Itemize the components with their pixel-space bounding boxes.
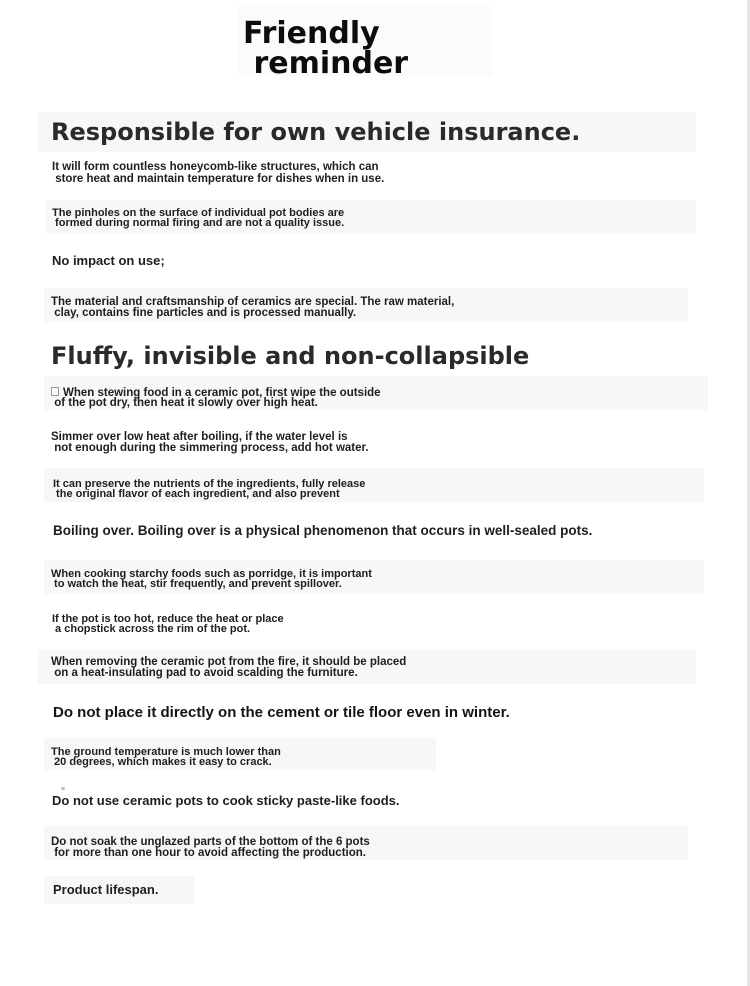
paragraph-simmer-line-2: not enough during the simmering process, add hot water.: [51, 442, 369, 454]
page-title: [243, 16, 409, 81]
paragraph-removing-line-1: When removing the ceramic pot from the fire, it should be placed: [51, 656, 407, 668]
paragraph-honeycomb-line-1: It will form countless honeycomb-like structures, which can: [52, 161, 379, 173]
paragraph-pinholes-line-1: The pinholes on the surface of individual pot bodies are: [52, 207, 345, 219]
paragraph-sticky-foods: Do not use ceramic pots to cook sticky paste-like foods.: [52, 793, 400, 808]
paragraph-product-lifespan: Product lifespan.: [53, 882, 159, 897]
paragraph-stewing-line-2: of the pot dry, then heat it slowly over high heat.: [51, 397, 318, 409]
paragraph-too-hot-line-2: a chopstick across the rim of the pot.: [52, 623, 251, 635]
paragraph-boiling-over: Boiling over. Boiling over is a physical phenomenon that occurs in well-sealed pots.: [53, 523, 593, 538]
title-line-2: reminder: [243, 46, 409, 81]
paragraph-material-line-1: The material and craftsmanship of ceramics are special. The raw material,: [51, 296, 455, 308]
paragraph-nutrients-line-2: the original flavor of each ingredient, and also prevent: [53, 488, 340, 500]
paragraph-starchy-line-1: When cooking starchy foods such as porridge, it is important: [51, 568, 372, 580]
paragraph-pinholes-line-2: formed during normal firing and are not a quality issue.: [52, 217, 345, 229]
paragraph-nutrients-line-1: It can preserve the nutrients of the ingredients, fully release: [53, 478, 366, 490]
paragraph-cement-floor: Do not place it directly on the cement or tile floor even in winter.: [53, 704, 510, 721]
paragraph-material-line-2: clay, contains fine particles and is processed manually.: [51, 307, 357, 319]
paragraph-ground-temp-line-2: 20 degrees, which makes it easy to crack.: [51, 756, 272, 768]
paragraph-soak-line-1: Do not soak the unglazed parts of the bottom of the 6 pots: [51, 836, 370, 848]
title-line-1: Friendly: [243, 16, 380, 51]
paragraph-no-impact: No impact on use;: [52, 253, 165, 268]
paragraph-too-hot-line-1: If the pot is too hot, reduce the heat or place: [52, 613, 284, 625]
paragraph-stewing-text-1: When stewing food in a ceramic pot, first wipe the outside: [63, 387, 381, 399]
box-glyph-icon: [51, 387, 59, 396]
speck-mark: [61, 787, 65, 790]
paragraph-soak-line-2: for more than one hour to avoid affecting the production.: [51, 847, 366, 859]
paragraph-starchy-line-2: to watch the heat, stir frequently, and prevent spillover.: [51, 578, 342, 590]
section-heading-insurance: Responsible for own vehicle insurance.: [51, 118, 581, 146]
paragraph-honeycomb-line-2: store heat and maintain temperature for dishes when in use.: [52, 173, 385, 185]
paragraph-ground-temp-line-1: The ground temperature is much lower than: [51, 746, 281, 758]
paragraph-simmer-line-1: Simmer over low heat after boiling, if the water level is: [51, 431, 348, 443]
section-heading-fluffy: Fluffy, invisible and non-collapsible: [51, 342, 530, 370]
paragraph-removing-line-2: on a heat-insulating pad to avoid scalding the furniture.: [51, 667, 358, 679]
